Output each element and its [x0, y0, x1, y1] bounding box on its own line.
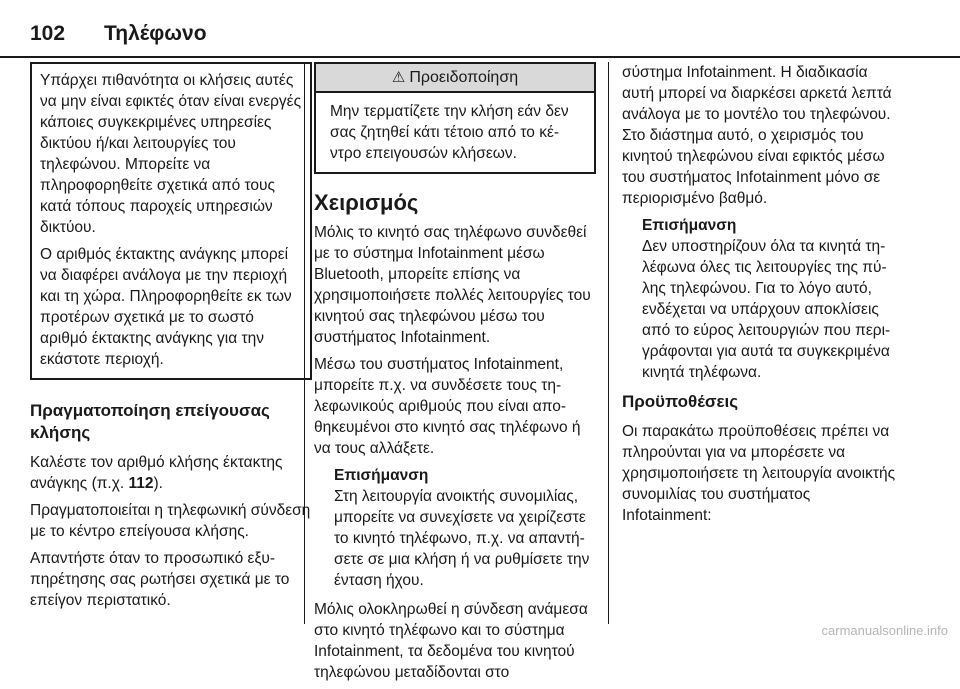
info-box: [30, 62, 312, 380]
warning-title: Προειδοποίηση: [409, 69, 519, 86]
column-divider-2: [608, 62, 609, 624]
info-box-paragraph-2: Ο αριθμός έκτακτης ανάγκης μπορεί να διαφέρει ανάλογα με την περιοχή και τη χώρα. Πληροφορηθείτε εκ των προτέρων σχετικά με το σωστό αριθμό έκτακτης ανάγκης για την εκάστοτε περιοχή.: [40, 246, 292, 368]
note: [314, 465, 596, 591]
header-rule: [0, 56, 960, 58]
section-heading-emergency-call: Πραγματοποίηση επείγουσας κλήσης: [30, 401, 270, 442]
note-title: Επισήμανση: [334, 467, 429, 484]
paragraph: σύστημα Infotainment. Η διαδικασία αυτή μπορεί να διαρκέσει αρκετά λεπτά ανάλογα με το μοντέλο του τηλεφώνου. Στο διάστημα αυτό, ο χειρισμός του κινητού τηλεφώνου είναι εφικτός μέσω του συστήματος Infotainment μόνο σε περιορισμένο βαθμό.: [622, 64, 892, 207]
column-2: [314, 62, 596, 689]
column-3: [622, 62, 904, 532]
section-heading-operation: Χειρισμός: [314, 190, 419, 215]
paragraph: Απαντήστε όταν το προσωπικό εξυπηρέτησης σας ρωτήσει σχετικά με το επείγον περιστατικό.: [30, 550, 290, 609]
note-title: Επισήμανση: [642, 217, 737, 234]
warning-header: [316, 64, 594, 93]
paragraph: Οι παρακάτω προϋποθέσεις πρέπει να πληρούνται για να μπορέσετε να χρησιμοποιήσετε τη λειτουργία ανοικτής συνομιλίας του συστήματος Infotainment:: [622, 423, 896, 524]
note: [622, 215, 904, 383]
info-box-paragraph-1: Υπάρχει πιθανότητα οι κλήσεις αυτές να μην είναι εφικτές όταν είναι ενεργές κάποιες συγκεκριμένες υπηρεσίες δικτύου ή/και λειτουργίες του τηλεφώνου. Μπορείτε να πληροφορηθείτε σχετικά από τους κατά τόπους παροχείς υπηρεσιών δικτύου.: [40, 72, 302, 236]
warning-triangle-icon: ⚠: [391, 69, 406, 86]
warning-box: [314, 62, 596, 174]
watermark: carmanualsonline.info: [821, 623, 948, 638]
paragraph: Μόλις το κινητό σας τηλέφωνο συνδεθεί με το σύστημα Infotainment μέσω Bluetooth, μπορείτε επίσης να χρησιμοποιήσετε πολλές λειτουργίες του κινητού σας τηλεφώνου μέσω του συστήματος Infotainment.: [314, 224, 591, 346]
section-heading-prerequisites: Προϋποθέσεις: [622, 392, 739, 411]
page-header: [30, 22, 207, 46]
warning-text: Μην τερματίζετε την κλήση εάν δεν σας ζητηθεί κάτι τέτοιο από το κέντρο επειγουσών κλήσεων.: [330, 103, 569, 162]
paragraph: Μόλις ολοκληρωθεί η σύνδεση ανάμεσα στο κινητό τηλέφωνο και το σύστημα Infotainment, τα δεδομένα του κινητού τηλεφώνου μεταδίδονται στο: [314, 601, 588, 681]
page-number: 102: [30, 22, 66, 45]
column-1: [30, 62, 312, 617]
page-reference-link[interactable]: 112: [128, 475, 154, 492]
note-text: Στη λειτουργία ανοικτής συνομιλίας, μπορείτε να συνεχίσετε να χειρίζεστε το κινητό τηλέφωνο, π.χ. να απαντήσετε σε μια κλήση ή να ρυθμίσετε την ένταση ήχου.: [334, 488, 590, 589]
note-text: Δεν υποστηρίζουν όλα τα κινητά τηλέφωνα όλες τις λειτουργίες της πύλης τηλεφώνου. Για το λόγο αυτό, ενδέχεται να υπάρχουν αποκλίσεις από το εύρος λειτουργιών που περιγράφονται για αυτά τα συγκεκριμένα κινητά τηλέφωνα.: [642, 238, 891, 381]
paragraph: Μέσω του συστήματος Infotainment, μπορείτε π.χ. να συνδέσετε τους τηλεφωνικούς αριθμούς που είναι αποθηκευμένοι στο κινητό σας τηλέφωνο ή να τους αλλάξετε.: [314, 356, 581, 457]
paragraph: Πραγματοποιείται η τηλεφωνική σύνδεση με το κέντρο επείγουσα κλήσης.: [30, 502, 311, 540]
page-title: Τηλέφωνο: [104, 22, 207, 45]
paragraph: Καλέστε τον αριθμό κλήσης έκτακτης ανάγκης (π.χ. 112).: [30, 454, 283, 492]
